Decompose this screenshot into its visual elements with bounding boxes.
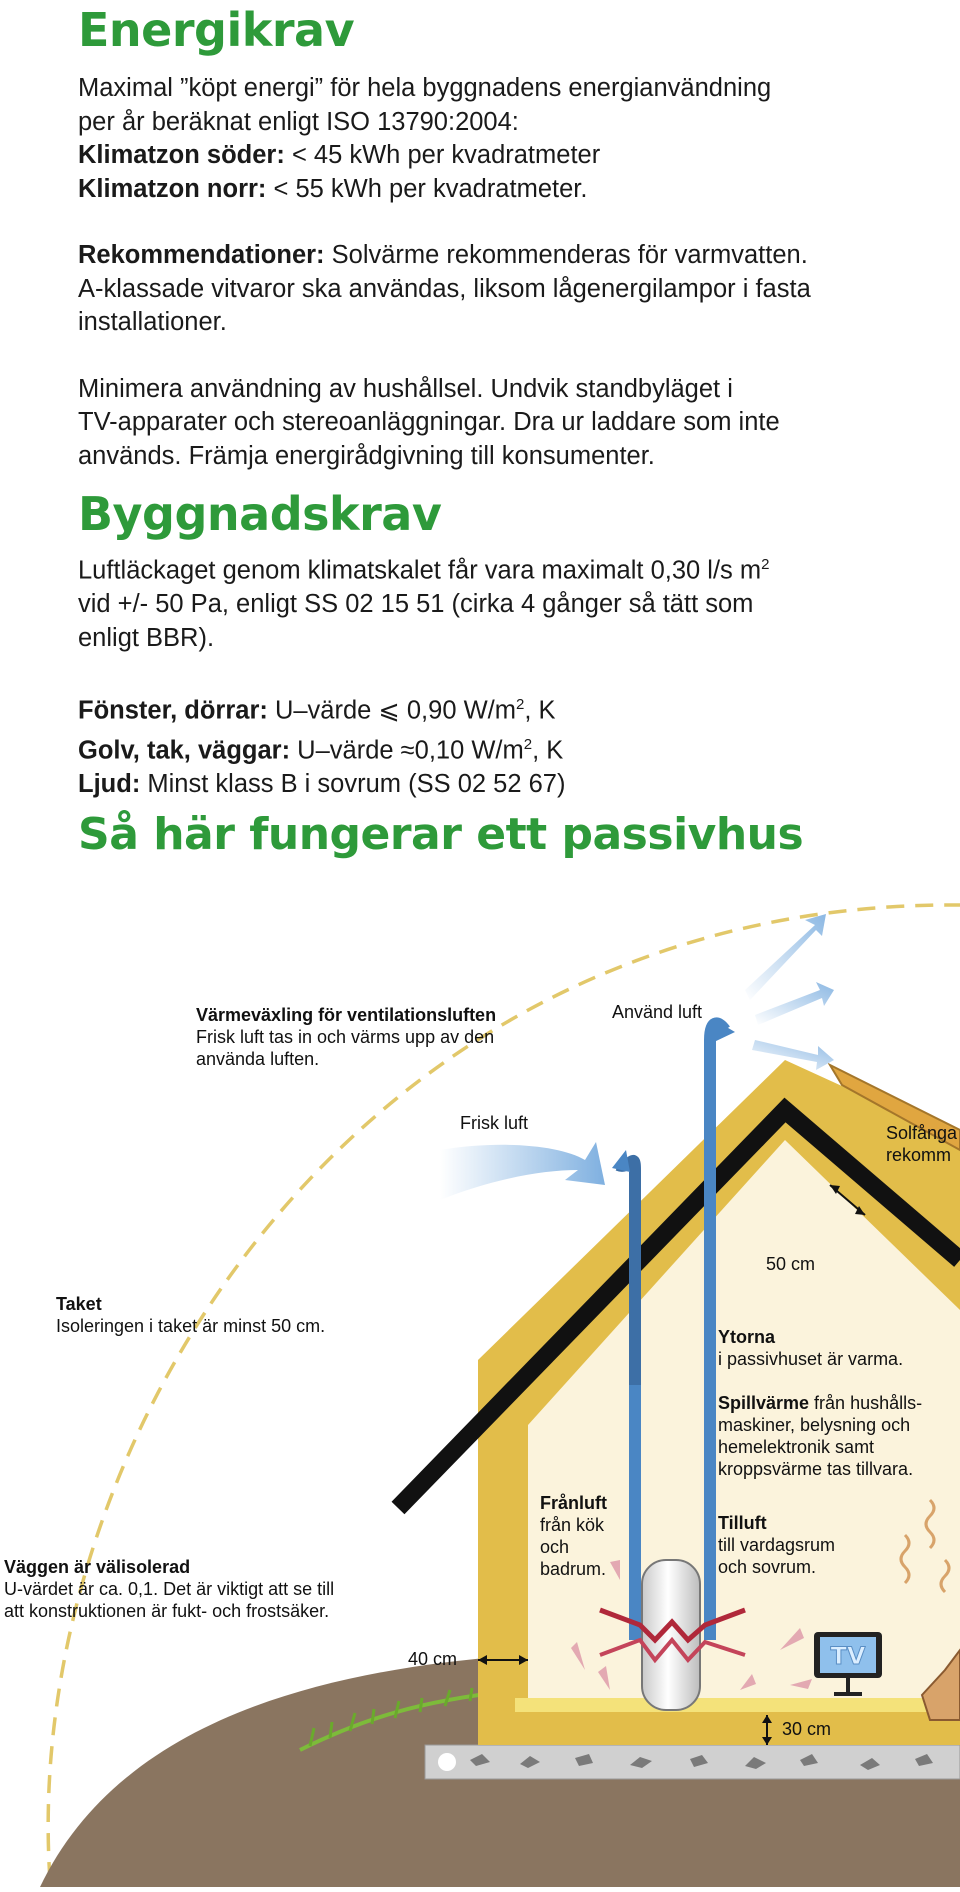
dim-30-label: 30 cm: [782, 1719, 832, 1739]
energy-section: [78, 2, 938, 473]
energy-recommendations: Rekommendationer: Solvärme rekommenderas för varmvatten. A-klassade vitvaror ska användas, liksom lågenergilampor i fasta installationer.: [78, 241, 811, 336]
roof-label: Taket Isoleringen i taket är minst 50 cm.: [56, 1294, 326, 1336]
supply-air-label: Tilluft till vardagsrum och sovrum.: [718, 1513, 836, 1577]
surfaces-label: Ytorna i passivhuset är varma.: [718, 1327, 904, 1369]
floor-strip: [515, 1698, 960, 1712]
fresh-duct-tip: [612, 1150, 630, 1172]
heat-exchange-label: Värmeväxling för ventilationsluften Frisk luft tas in och värms upp av den använda luften.: [196, 1005, 497, 1069]
building-section: [78, 486, 938, 802]
wall-label: Väggen är välisolerad U-värdet är ca. 0,1. Det är viktigt att se till att konstruktionen är fukt- och frostsäker.: [4, 1557, 335, 1621]
passive-house-illustration: [0, 880, 960, 1887]
foundation-stone: [438, 1753, 456, 1771]
dim-50-label: 50 cm: [766, 1254, 816, 1274]
used-air-arrow: [755, 982, 834, 1025]
tv-label: TV: [830, 1642, 866, 1670]
energy-minimize: Minimera användning av hushållsel. Undvik standbyläget i TV-apparater och stereoanläggningar. Dra ur laddare som inte används. Främja energirådgivning till konsumenter.: [78, 374, 780, 470]
fresh-air-label: Frisk luft: [460, 1113, 529, 1133]
waste-heat-label: Spillvärme från hushålls- maskiner, belysning och hemelektronik samt kroppsvärme tas tillvara.: [718, 1393, 923, 1479]
exhaust-air-label: Frånluft från kök och badrum.: [540, 1493, 607, 1579]
building-title: Byggnadskrav: [78, 487, 442, 541]
used-air-label: Använd luft: [612, 1002, 703, 1022]
building-airtightness: Luftläckaget genom klimatskalet får vara maximalt 0,30 l/s $m^2$ vid +/- 50 Pa, enligt SS 02 15 51 (cirka 4 gånger så tätt som enligt BBR).: [78, 556, 770, 652]
solar-label: Solfånga rekomm: [886, 1123, 958, 1165]
passive-section: [78, 808, 938, 862]
energy-intro: Maximal ”köpt energi” för hela byggnadens energianvändning per år beräknat enligt ISO 13790:2004: Klimatzon söder: < 45 kWh per kvadratmeter Klimatzon norr: < 55 kWh per kvadratmeter.: [78, 74, 772, 203]
dim-40-label: 40 cm: [408, 1649, 458, 1669]
building-uvalues: Fönster, dörrar: U–värde ⩽ 0,90 $W/m^2$, K Golv, tak, väggar: U–värde ≈0,10 $W/m^2$, K Ljud: Minst klass B i sovrum (SS 02 52 67): [78, 696, 566, 798]
fresh-air-arrow: [440, 1142, 605, 1200]
energy-title: Energikrav: [78, 3, 355, 57]
passive-title: Så här fungerar ett passivhus: [78, 809, 804, 860]
